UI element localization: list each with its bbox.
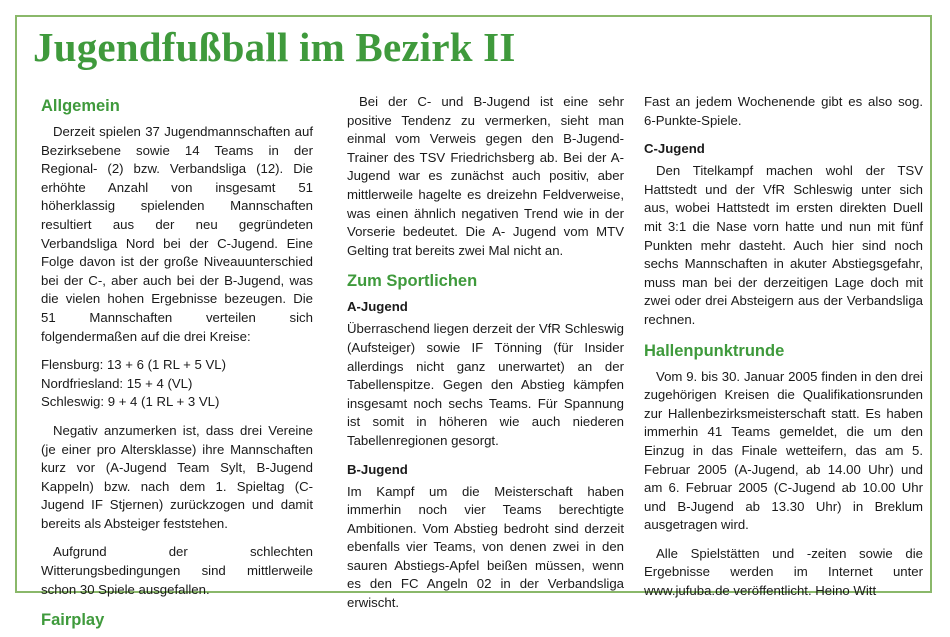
kreis-flensburg: Flensburg: 13 + 6 (1 RL + 5 VL) bbox=[41, 357, 226, 373]
subheading-b-jugend: B-Jugend bbox=[347, 461, 408, 477]
kreis-nordfriesland: Nordfriesland: 15 + 4 (VL) bbox=[41, 375, 193, 391]
article-frame bbox=[15, 15, 932, 630]
column-2 bbox=[347, 93, 624, 623]
kreis-schleswig: Schleswig: 9 + 4 (1 RL + 3 VL) bbox=[41, 394, 220, 410]
paragraph-a-jugend: Überraschend liegen derzeit der VfR Schleswig (Aufsteiger) sowie IF Tönning (für Insider allerdings nicht ganz unerwartet) an der Tabellenspitze. Gegen den Abstieg kämpfen insgesamt noch sechs Teams. Für Spannung ist somit in höheren wie auch niederen Tabellenregionen gesorgt. bbox=[347, 321, 624, 448]
column-3 bbox=[644, 93, 923, 611]
section-heading-fairplay: Fairplay bbox=[41, 611, 105, 630]
paragraph-witterung: Aufgrund der schlechten Witterungsbedingungen sind mittlerweile schon 30 Spiele ausgefallen. bbox=[41, 544, 313, 597]
section-heading-hallenpunktrunde: Hallenpunktrunde bbox=[644, 341, 785, 360]
kreise-list bbox=[41, 356, 313, 412]
section-heading-allgemein: Allgemein bbox=[41, 97, 120, 115]
paragraph-halle-2: Alle Spielstätten und -zeiten sowie die Ergebnisse werden im Internet unter www.jufuba.de veröffentlicht. Heino Witt bbox=[644, 545, 923, 599]
paragraph-allgemein: Derzeit spielen 37 Jugendmannschaften auf Bezirksebene sowie 14 Teams in der Regional- (2) bzw. Verbandsliga (12). Die erhöhte Anzahl von insgesamt 51 höherklassig spielenden Mannschaften resultiert aus der neu gegründeten Verbandsliga Nord bei der C-Jugend. Eine Folge davon ist der große Niveauunterschied bei der C-, aber auch bei der B-Jugend, was die vielen hohen Ergebnisse bezeugen. Die 51 Mannschaften verteilen sich folgendermaßen auf die drei Kreise: bbox=[41, 124, 313, 344]
paragraph-negativ: Negativ anzumerken ist, dass drei Vereine (je einer pro Altersklasse) ihre Mannschaften kurz vor (A-Jugend Team Sylt, B-Jugend Kappeln) bzw. nach dem 1. Spieltag (C-Jugend IF Stjernen) zurückzogen und damit bereits als Absteiger feststehen. bbox=[41, 422, 313, 531]
paragraph-c-jugend: Den Titelkampf machen wohl der TSV Hattstedt und der VfR Schleswig unter sich aus, wobei Hattstedt im ersten direkten Duell mit 3:1 die Nase vorn hatte und nun mit fünf Punkten mehr dasteht. Auch hier sind noch sechs Mannschaften in akuter Abstiegsgefahr, muss man bei der derzeitigen Lage doch mit zwei oder drei Absteigern aus der Verbandsliga rechnen. bbox=[644, 163, 923, 327]
paragraph-fairplay: Bei der C- und B-Jugend ist eine sehr positive Tendenz zu vermerken, sieht man einmal vom Verweis gegen den B-Jugend-Trainer des TSV Friedrichsberg ab. Bei der A-Jugend war es zunächst auch positiv, aber mittlerweile hagelte es dreizehn Feldverweise, was einen ähnlich negativen Trend wie in der Vorserie bedeutet. Die A- Jugend vom MTV Gelting trat bereits zwei Mal nicht an. bbox=[347, 94, 624, 258]
subheading-a-jugend: A-Jugend bbox=[347, 299, 408, 315]
subheading-c-jugend: C-Jugend bbox=[644, 141, 705, 157]
article-title: Jugendfußball im Bezirk II bbox=[33, 24, 516, 70]
section-heading-sportlich: Zum Sportlichen bbox=[347, 272, 478, 291]
column-1 bbox=[41, 91, 313, 637]
paragraph-b-jugend: Im Kampf um die Meisterschaft haben immerhin noch vier Teams berechtigte Ambitionen. Vom Abstieg bedroht sind derzeit ebenfalls vier Teams, von denen zwei in den sauren Abstiegs-Apfel beißen müssen, wenn es den FC Angeln 02 in der Verbandsliga erwischt. bbox=[347, 483, 624, 611]
paragraph-halle-1: Vom 9. bis 30. Januar 2005 finden in den drei zugehörigen Kreisen die Qualifikationsrunden zur Hallenbezirksmeisterschaft statt. Es haben immerhin 41 Teams gemeldet, die um den Einzug in das Finale wetteifern, das am 5. Februar 2005 (A-Jugend, ab 14.00 Uhr) und am 6. Februar 2005 (C-Jugend ab 10.00 Uhr und B-Jugend ab 13.30 Uhr) in Breklum ausgetragen wird. bbox=[644, 368, 923, 533]
paragraph-b-jugend-cont: Fast an jedem Wochenende gibt es also sog. 6-Punkte-Spiele. bbox=[644, 94, 923, 128]
